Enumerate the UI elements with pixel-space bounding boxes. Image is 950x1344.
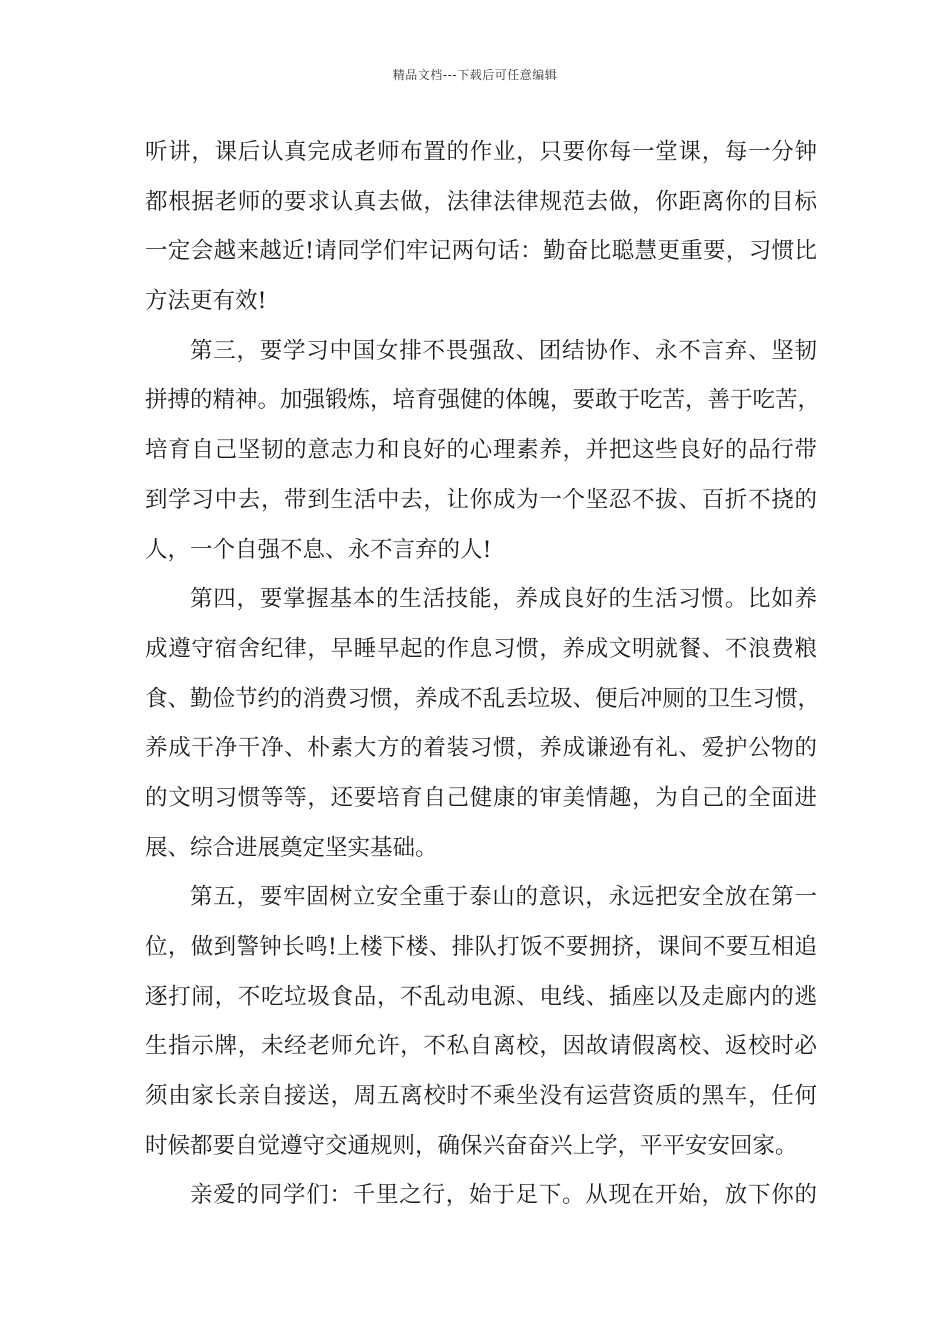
text-line: 培育自己坚韧的意志力和良好的心理素养，并把这些良好的品行带 [145,437,817,464]
text-line: 成遵守宿舍纪律，早睡早起的作息习惯，养成文明就餐、不浪费粮 [145,635,817,662]
text-line: 生指示牌，未经老师允许，不私自离校，因故请假离校、返校时必 [145,1033,817,1060]
text-line: 听讲，课后认真完成老师布置的作业，只要你每一堂课，每一分钟 [145,139,817,165]
text-line: 时候都要自觉遵守交通规则，确保兴奋奋兴上学，平平安安回家。 [145,1132,798,1159]
text-line: 食、勤俭节约的消费习惯，养成不乱丢垃圾、便后冲厕的卫生习惯， [145,685,821,712]
text-line: 到学习中去，带到生活中去，让你成为一个坚忍不拔、百折不挠的 [145,486,817,513]
paragraph-first-line: 第五，要牢固树立安全重于泰山的意识，永远把安全放在第一 [190,884,817,911]
text-line: 养成干净干净、朴素大方的着装习惯，养成谦逊有礼、爱护公物的 [145,735,817,762]
paragraph-first-line: 第四，要掌握基本的生活技能，养成良好的生活习惯。比如养 [190,586,817,613]
text-line: 的文明习惯等等，还要培育自己健康的审美情趣，为自己的全面进 [145,784,817,811]
text-line: 须由家长亲自接送，周五离校时不乘坐没有运营资质的黑车，任何 [145,1083,817,1110]
text-line: 都根据老师的要求认真去做，法律法律规范去做，你距离你的目标 [145,188,817,215]
paragraph-first-line: 亲爱的同学们：千里之行，始于足下。从现在开始，放下你的 [190,1182,817,1209]
text-line: 拼搏的精神。加强锻炼，培育强健的体魄，要敢于吃苦，善于吃苦， [145,387,821,414]
text-line: 方法更有效! [145,288,267,315]
document-body [145,128,821,1221]
text-line: 展、综合进展奠定坚实基础。 [145,834,438,861]
text-line: 逐打闹，不吃垃圾食品，不乱动电源、电线、插座以及走廊内的逃 [145,983,817,1010]
text-line: 人，一个自强不息、永不言弃的人! [145,536,492,563]
text-line: 一定会越来越近!请同学们牢记两句话：勤奋比聪慧更重要，习惯比 [145,238,817,265]
page-header: 精品文档---下载后可任意编辑 [392,68,558,82]
text-line: 位，做到警钟长鸣!上楼下楼、排队打饭不要拥挤，课间不要互相追 [145,934,817,960]
paragraph-first-line: 第三，要学习中国女排不畏强敌、团结协作、永不言弃、坚韧 [190,337,817,364]
